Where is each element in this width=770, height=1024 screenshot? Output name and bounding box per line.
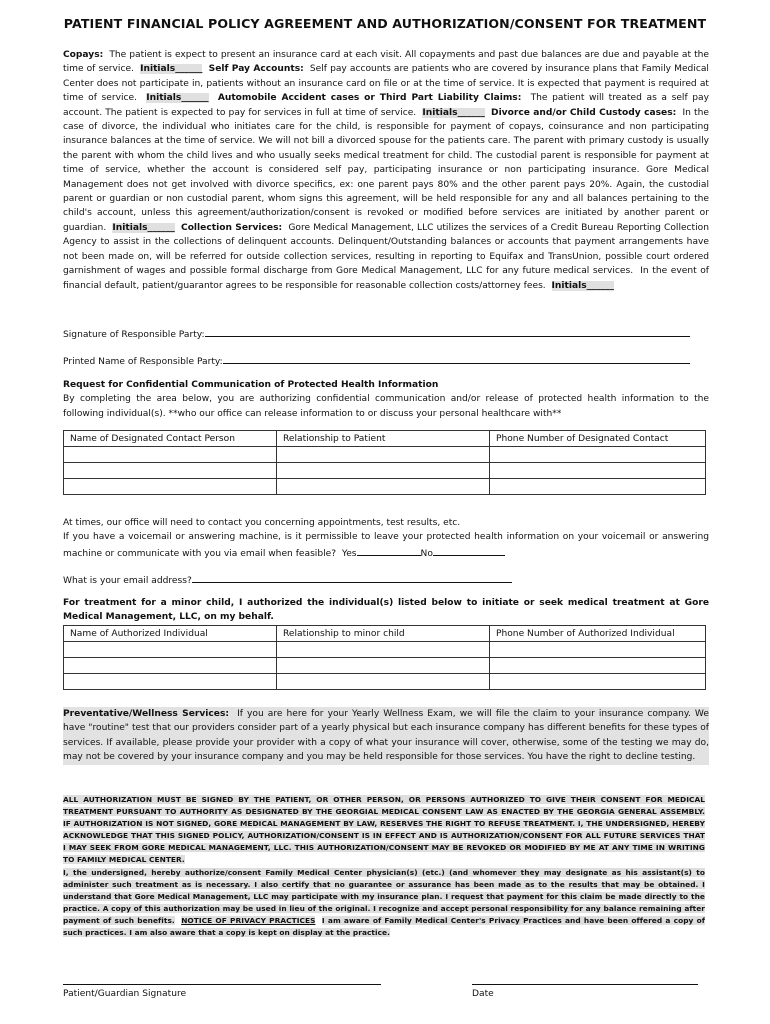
email-label: What is your email address? [63,576,192,586]
contact-intro-text: At times, our office will need to contact you concerning appointments, test results, etc. [63,518,461,528]
selfpay-text: Self pay accounts are patients who are covered by insurance plans that Family Medical Center does not participate in, patients without an insurance card on file or at the time of service. It is expected that payment is required at time of service. [63,64,709,104]
date-line[interactable] [472,984,698,985]
authorized-phone-cell[interactable] [490,674,706,690]
authorization-body-text: I, the undersigned, hereby authorize/consent Family Medical Center physician(s) (etc.) (and whomever they may designate as his assistant(s) to administer such treatment as is necessary. I also certify that no guarantee or assurance has been made as to the results that may be obtained. I understand that Gore Medical Management, LLC may participate with my insurance plan. I request that payment for this claim be made directly to the practice. A copy of this authorization may be used in lieu of the original. I recognize and accept personal responsibility for any balance remaining after payment of such benefits. [63,867,705,925]
wellness-section [63,707,709,765]
column-header: Relationship to minor child [277,626,490,642]
selfpay-heading: Self Pay Accounts: [208,64,304,75]
default-text: In the event of financial default, patient/guarantor agrees to be responsible for reasonable collection costs/attorney fees. [63,266,709,291]
auto-heading: Automobile Accident cases or Third Part Liability Claims: [217,93,522,104]
collection-heading: Collection Services: [181,222,283,233]
designated-contact-table [63,430,706,495]
contact-relationship-cell[interactable] [277,447,490,463]
copays-initials-field[interactable]: Initials______ [140,64,203,75]
contact-name-cell[interactable] [64,463,277,479]
authorization-section [63,794,705,939]
contact-relationship-cell[interactable] [277,463,490,479]
auto-initials-field[interactable]: Initials______ [422,107,485,118]
contact-phone-cell[interactable] [490,479,706,495]
selfpay-initials-field[interactable]: Initials______ [146,93,209,104]
divorce-initials-field[interactable]: Initials______ [112,222,175,233]
authorized-name-cell[interactable] [64,674,277,690]
table-row [64,642,706,658]
financial-policy-paragraph [63,48,709,293]
contact-name-cell[interactable] [64,479,277,495]
responsible-signature-label: Signature of Responsible Party: [63,330,205,340]
column-header: Relationship to Patient [277,431,490,447]
column-header: Name of Authorized Individual [64,626,277,642]
contact-name-cell[interactable] [64,447,277,463]
authorized-relationship-cell[interactable] [277,674,490,690]
table-header-row [64,626,706,642]
contact-phone-cell[interactable] [490,447,706,463]
wellness-heading: Preventative/Wellness Services: [63,709,229,719]
authorized-individual-table [63,625,706,690]
column-header: Phone Number of Authorized Individual [490,626,706,642]
copays-heading: Copays: [63,50,104,60]
authorization-caps-text: ALL AUTHORIZATION MUST BE SIGNED BY THE PATIENT, OR OTHER PERSON, OR PERSONS AUTHORIZED TO GIVE THEIR CONSENT FOR MEDICAL TREATMENT PURSUANT TO AUTHORITY AS DESIGNATED BY THE GEORGIAL MEDICAL CONSENT LAW AS ENACTED BY THE GEORGIA GENERAL ASSEMBLY. IF AUTHORIZATION IS NOT SIGNED, GORE MEDICAL MANAGEMENT BY LAW, RESERVES THE RIGHT TO REFUSE TREATMENT. I, THE UNDERSIGNED, HEREBY ACKNOWLEDGE THAT THIS SIGNED POLICY, AUTHORIZATION/CONSENT IS IN EFFECT AND IS AUTHORIZATION/CONSENT FOR ALL FUTURE SERVICES THAT I MAY SEEK FROM GORE MEDICAL MANAGEMENT, LLC. THIS AUTHORIZATION/CONSENT MAY BE REVOKED OR MODIFIED BY ME AT ANY TIME IN WRITING TO FAMILY MEDICAL CENTER. [63,795,705,865]
printed-name-row [63,352,690,367]
confidential-heading: Request for Confidential Communication of Protected Health Information [63,380,439,390]
authorized-phone-cell[interactable] [490,642,706,658]
voicemail-question: If you have a voicemail or answering machine, is it permissible to leave your protected health information on your voicemail or answering machine or communicate with you via email when feasible? [63,532,709,559]
yes-blank[interactable] [357,545,421,556]
table-row [64,463,706,479]
patient-signature-line[interactable] [63,984,381,985]
no-blank[interactable] [433,545,505,556]
authorized-relationship-cell[interactable] [277,642,490,658]
collection-text: Gore Medical Management, LLC utilizes the services of a Credit Bureau Reporting Collection Agency to assist in the collections of delinquent accounts. Delinquent/Outstanding balances or accounts that payment arrangements have not been made on, will be referred for outside collection services, resulting in reporting to Equifax and TransUnion, possible court ordered garnishment of wages and possible formal discharge from Gore Medical Management, LLC for any future medical services. [63,222,709,277]
page-title: PATIENT FINANCIAL POLICY AGREEMENT AND AUTHORIZATION/CONSENT FOR TREATMENT [63,16,707,31]
contact-preferences [63,516,709,561]
column-header: Phone Number of Designated Contact [490,431,706,447]
table-row [64,479,706,495]
confidential-text: By completing the area below, you are authorizing confidential communication and/or release of protected health information to the following individual(s). **who our office can release information to or discuss your personal healthcare with** [63,394,709,419]
authorized-name-cell[interactable] [64,642,277,658]
table-row [64,674,706,690]
column-header: Name of Designated Contact Person [64,431,277,447]
privacy-notice-link[interactable]: NOTICE OF PRIVACY PRACTICES [181,915,316,925]
printed-name-label: Printed Name of Responsible Party: [63,357,223,367]
auto-text: The patient will treated as a self pay account. The patient is expected to pay for services in full at time of service. [63,93,709,118]
printed-name-line[interactable] [223,352,690,364]
yes-label: Yes [341,548,357,559]
authorized-relationship-cell[interactable] [277,658,490,674]
responsible-signature-line[interactable] [205,325,690,337]
date-label: Date [472,989,494,999]
divorce-heading: Divorce and/or Child Custody cases: [491,107,677,118]
wellness-text: If you are here for your Yearly Wellness Exam, we will file the claim to your insurance company. We have "routine" test that our providers consider part of a yearly physical but each insurance company has different benefits for these types of services. If available, please provide your provider with a copy of what your insurance will cover, otherwise, some of the testing we may do, may not be covered by your insurance company and you may be held responsible for those services. You have the right to decline testing. [63,709,709,763]
table-header-row [64,431,706,447]
table-row [64,447,706,463]
minor-heading: For treatment for a minor child, I authorized the individual(s) listed below to initiate or seek medical treatment at Gore Medical Management, LLC, on my behalf. [63,598,709,623]
contact-relationship-cell[interactable] [277,479,490,495]
divorce-text: In the case of divorce, the individual who initiates care for the child, is responsible for payment of copays, coinsurance and non participating insurance balances at the time of service. We will not bill a divorced spouse for the patients care. The parent with primary custody is usually the parent with whom the child lives and who usually seeks medical treatment for child. The custodial parent is responsible for payment at time of service, whether the account is considered self pay, participating insurance or non participating insurance. Gore Medical Management does not get involved with divorce specifics, ex: one parent pays 80% and the other parent pays 20%. Again, the custodial parent or guardian or non custodial parent, whom signs this agreement, will be held responsible for any and all balances pertaining to the child's account, unless this agreement/authorization/consent is revoked or modified before services are initiated by another parent or guardian. [63,107,709,233]
table-row [64,658,706,674]
authorized-phone-cell[interactable] [490,658,706,674]
confidential-section [63,378,709,421]
email-line[interactable] [192,571,512,583]
authorized-name-cell[interactable] [64,658,277,674]
authorization-closing-text: I am aware of Family Medical Center's Privacy Practices and have been offered a copy of such practices. I am also aware that a copy is kept on display at the practice. [63,915,706,938]
contact-phone-cell[interactable] [490,463,706,479]
collection-initials-field[interactable]: Initials______ [551,280,614,291]
no-label: No [420,548,433,559]
responsible-signature-row [63,325,690,340]
email-row [63,571,512,586]
patient-signature-label: Patient/Guardian Signature [63,989,187,999]
copays-text: The patient is expect to present an insurance card at each visit. All copayments and past due balances are due and payable at the time of service. [63,50,709,75]
